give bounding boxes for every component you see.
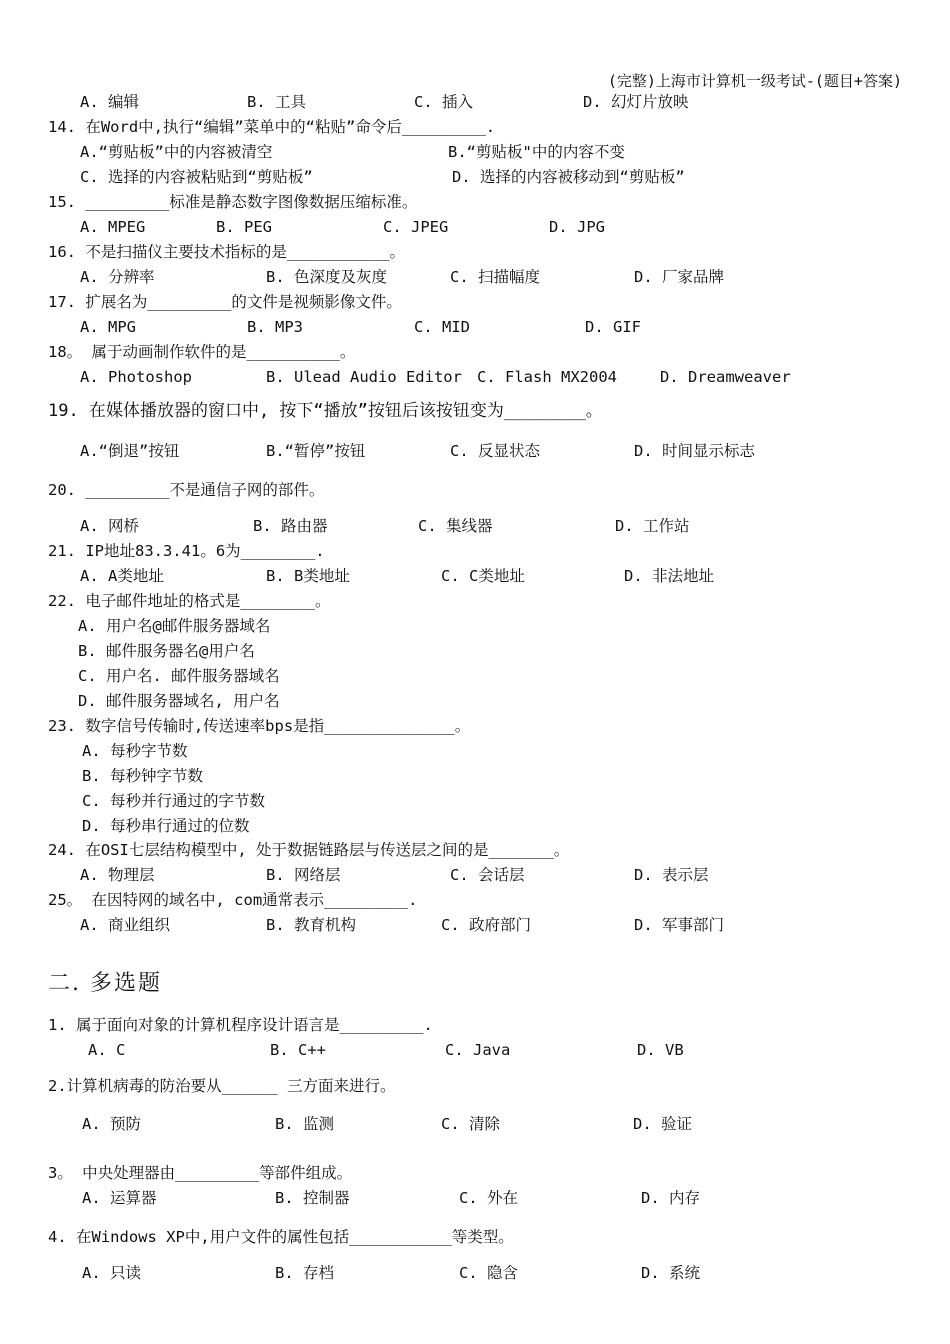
- q17-option-a: A. MPG: [80, 318, 136, 336]
- q18-option-d: D. Dreamweaver: [660, 368, 791, 386]
- q15-stem: 15. _________标准是静态数字图像数据压缩标准。: [48, 193, 418, 211]
- q13-option-c: C. 插入: [414, 93, 473, 111]
- m4-option-c: C. 隐含: [459, 1264, 518, 1282]
- q18-stem: 18。 属于动画制作软件的是__________。: [48, 343, 356, 361]
- q21-option-a: A. A类地址: [80, 567, 164, 585]
- q16-option-c: C. 扫描幅度: [450, 268, 540, 286]
- q24-option-d: D. 表示层: [634, 866, 709, 884]
- q20-option-d: D. 工作站: [615, 517, 690, 535]
- q16-stem: 16. 不是扫描仪主要技术指标的是___________。: [48, 243, 405, 261]
- m3-option-a: A. 运算器: [82, 1189, 157, 1207]
- m2-option-d: D. 验证: [633, 1115, 692, 1133]
- q21-option-b: B. B类地址: [266, 567, 350, 585]
- q25-option-a: A. 商业组织: [80, 916, 170, 934]
- q20-option-c: C. 集线器: [418, 517, 493, 535]
- q21-option-c: C. C类地址: [441, 567, 525, 585]
- m3-stem: 3。 中央处理器由_________等部件组成。: [48, 1164, 353, 1182]
- m1-option-d: D. VB: [637, 1041, 684, 1059]
- q14-option-d: D. 选择的内容被移动到“剪贴板”: [452, 168, 685, 186]
- q23-option-c: C. 每秒并行通过的字节数: [82, 792, 265, 810]
- q21-stem: 21. IP地址83.3.41。6为________.: [48, 542, 325, 560]
- q23-option-b: B. 每秒钟字节数: [82, 767, 203, 785]
- m3-option-c: C. 外在: [459, 1189, 518, 1207]
- m3-option-b: B. 控制器: [275, 1189, 350, 1207]
- q14-option-b: B.“剪贴板"中的内容不变: [448, 143, 625, 161]
- q25-option-c: C. 政府部门: [441, 916, 531, 934]
- q23-option-d: D. 每秒串行通过的位数: [82, 817, 250, 835]
- page-header: (完整)上海市计算机一级考试-(题目+答案): [607, 72, 902, 90]
- q25-stem: 25。 在因特网的域名中, com通常表示_________.: [48, 891, 418, 909]
- q14-option-c: C. 选择的内容被粘贴到“剪贴板”: [80, 168, 313, 186]
- q16-option-a: A. 分辨率: [80, 268, 155, 286]
- m1-option-a: A. C: [88, 1041, 126, 1059]
- q14-option-a: A.“剪贴板”中的内容被清空: [80, 143, 273, 161]
- q17-option-b: B. MP3: [247, 318, 303, 336]
- q15-option-d: D. JPG: [549, 218, 605, 236]
- q20-option-b: B. 路由器: [253, 517, 328, 535]
- q17-stem: 17. 扩展名为_________的文件是视频影像文件。: [48, 293, 402, 311]
- q18-option-c: C. Flash MX2004: [477, 368, 617, 386]
- m2-option-a: A. 预防: [82, 1115, 141, 1133]
- q23-option-a: A. 每秒字节数: [82, 742, 188, 760]
- q13-option-d: D. 幻灯片放映: [583, 93, 689, 111]
- m4-option-d: D. 系统: [641, 1264, 700, 1282]
- q25-option-d: D. 军事部门: [634, 916, 724, 934]
- q24-option-b: B. 网络层: [266, 866, 341, 884]
- q19-option-a: A.“倒退”按钮: [80, 442, 180, 460]
- q18-option-b: B. Ulead Audio Editor: [266, 368, 462, 386]
- q20-stem: 20. _________不是通信子网的部件。: [48, 481, 325, 499]
- m2-stem: 2.计算机病毒的防治要从______ 三方面来进行。: [48, 1077, 396, 1095]
- q23-stem: 23. 数字信号传输时,传送速率bps是指______________。: [48, 717, 471, 735]
- m4-option-b: B. 存档: [275, 1264, 334, 1282]
- q17-option-c: C. MID: [414, 318, 470, 336]
- m1-option-b: B. C++: [270, 1041, 326, 1059]
- q22-option-a: A. 用户名@邮件服务器域名: [78, 617, 271, 635]
- q15-option-a: A. MPEG: [80, 218, 146, 236]
- m1-option-c: C. Java: [445, 1041, 511, 1059]
- q22-stem: 22. 电子邮件地址的格式是________。: [48, 592, 331, 610]
- q24-stem: 24. 在OSI七层结构模型中, 处于数据链路层与传送层之间的是_______。: [48, 841, 570, 859]
- q22-option-d: D. 邮件服务器域名, 用户名: [78, 692, 280, 710]
- section-title-multiple-choice: 二. 多选题: [48, 971, 162, 996]
- q22-option-b: B. 邮件服务器名@用户名: [78, 642, 255, 660]
- m4-stem: 4. 在Windows XP中,用户文件的属性包括___________等类型。: [48, 1228, 514, 1246]
- q18-option-a: A. Photoshop: [80, 368, 192, 386]
- m2-option-b: B. 监测: [275, 1115, 334, 1133]
- m1-stem: 1. 属于面向对象的计算机程序设计语言是_________.: [48, 1016, 433, 1034]
- q19-stem: 19. 在媒体播放器的窗口中, 按下“播放”按钮后该按钮变为________。: [48, 401, 603, 421]
- q16-option-b: B. 色深度及灰度: [266, 268, 387, 286]
- q19-option-d: D. 时间显示标志: [634, 442, 755, 460]
- q17-option-d: D. GIF: [585, 318, 641, 336]
- q14-stem: 14. 在Word中,执行“编辑”菜单中的“粘贴”命令后_________.: [48, 118, 496, 136]
- q22-option-c: C. 用户名. 邮件服务器域名: [78, 667, 280, 685]
- q24-option-c: C. 会话层: [450, 866, 525, 884]
- m2-option-c: C. 清除: [441, 1115, 500, 1133]
- q21-option-d: D. 非法地址: [624, 567, 714, 585]
- q25-option-b: B. 教育机构: [266, 916, 356, 934]
- q13-option-a: A. 编辑: [80, 93, 139, 111]
- q15-option-b: B. PEG: [216, 218, 272, 236]
- q19-option-b: B.“暂停”按钮: [266, 442, 366, 460]
- m4-option-a: A. 只读: [82, 1264, 141, 1282]
- q13-option-b: B. 工具: [247, 93, 306, 111]
- q24-option-a: A. 物理层: [80, 866, 155, 884]
- q15-option-c: C. JPEG: [383, 218, 449, 236]
- m3-option-d: D. 内存: [641, 1189, 700, 1207]
- q19-option-c: C. 反显状态: [450, 442, 540, 460]
- q20-option-a: A. 网桥: [80, 517, 139, 535]
- q16-option-d: D. 厂家品牌: [634, 268, 724, 286]
